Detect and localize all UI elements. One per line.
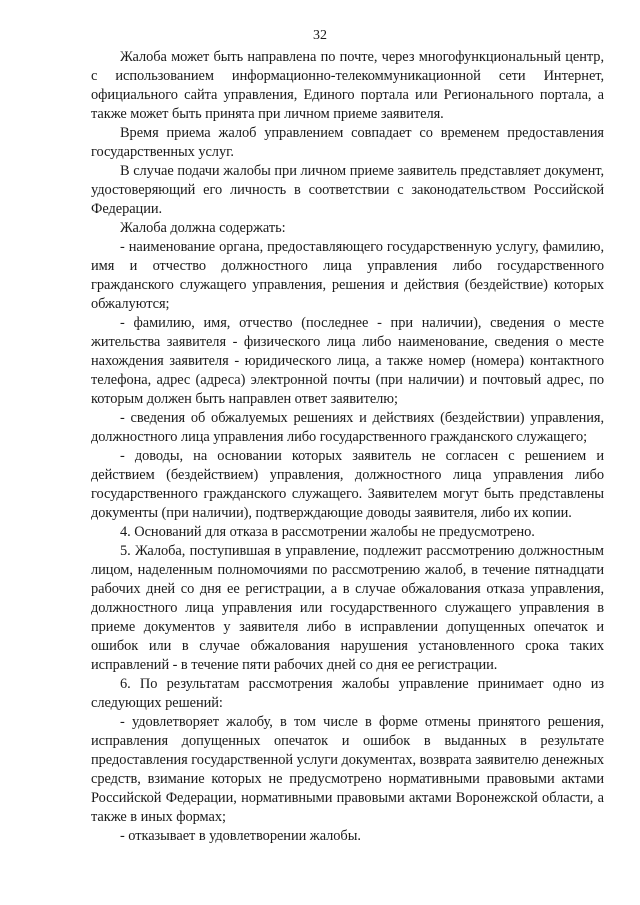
list-item: - удовлетворяет жалобу, в том числе в форме отмены принятого решения, исправления допущенных опечаток и ошибок в выданных в результате предоставления государственной услуги документах, возврата заявителю денежных средств, взимание которых не предусмотрено нормативными правовыми актами Российской Федерации, нормативными правовыми актами Воронежской области, а также в иных формах; xyxy=(91,714,604,825)
paragraph: В случае подачи жалобы при личном приеме заявитель представляет документ, удостоверяющий его личность в соответствии с законодательством Российской Федерации. xyxy=(91,163,604,217)
page-number: 32 xyxy=(313,28,327,43)
paragraph: 6. По результатам рассмотрения жалобы управление принимает одно из следующих решений: xyxy=(91,676,604,711)
list-item: - фамилию, имя, отчество (последнее - при наличии), сведения о месте жительства заявителя - физического лица либо наименование, сведения о месте нахождения заявителя - юридического лица, а также номер (номера) контактного телефона, адрес (адреса) электронной почты (при наличии) и почтовый адрес, по которым должен быть направлен ответ заявителю; xyxy=(91,315,604,407)
paragraph: 5. Жалоба, поступившая в управление, подлежит рассмотрению должностным лицом, наделенным полномочиями по рассмотрению жалоб, в течение пятнадцати рабочих дней со дня ее регистрации, а в случае обжалования отказа управления, должностного лица управления или государственного служащего управления в приеме документов у заявителя либо в исправлении допущенных опечаток и ошибок или в случае обжалования нарушения установленного срока таких исправлений - в течение пяти рабочих дней со дня ее регистрации. xyxy=(91,543,604,673)
paragraph: Жалоба должна содержать: xyxy=(120,220,286,236)
list-item: - отказывает в удовлетворении жалобы. xyxy=(120,828,361,844)
list-item: - наименование органа, предоставляющего государственную услугу, фамилию, имя и отчество должностного лица управления либо государственного гражданского служащего управления, решения и действия (бездействие) которых обжалуются; xyxy=(91,239,604,312)
list-item: - сведения об обжалуемых решениях и действиях (бездействии) управления, должностного лица управления либо государственного гражданского служащего; xyxy=(91,410,604,445)
paragraph: Жалоба может быть направлена по почте, через многофункциональный центр, с использованием информационно-телекоммуникационной сети Интернет, официального сайта управления, Единого портала или Регионального портала, а также может быть принята при личном приеме заявителя. xyxy=(91,49,604,122)
paragraph: 4. Оснований для отказа в рассмотрении жалобы не предусмотрено. xyxy=(120,524,535,540)
list-item: - доводы, на основании которых заявитель не согласен с решением и действием (бездействием) управления, должностного лица управления либо государственного гражданского служащего. Заявителем могут быть представлены документы (при наличии), подтверждающие доводы заявителя, либо их копии. xyxy=(91,448,604,521)
document-body xyxy=(91,48,604,846)
paragraph: Время приема жалоб управлением совпадает со временем предоставления государственных услуг. xyxy=(91,125,604,160)
